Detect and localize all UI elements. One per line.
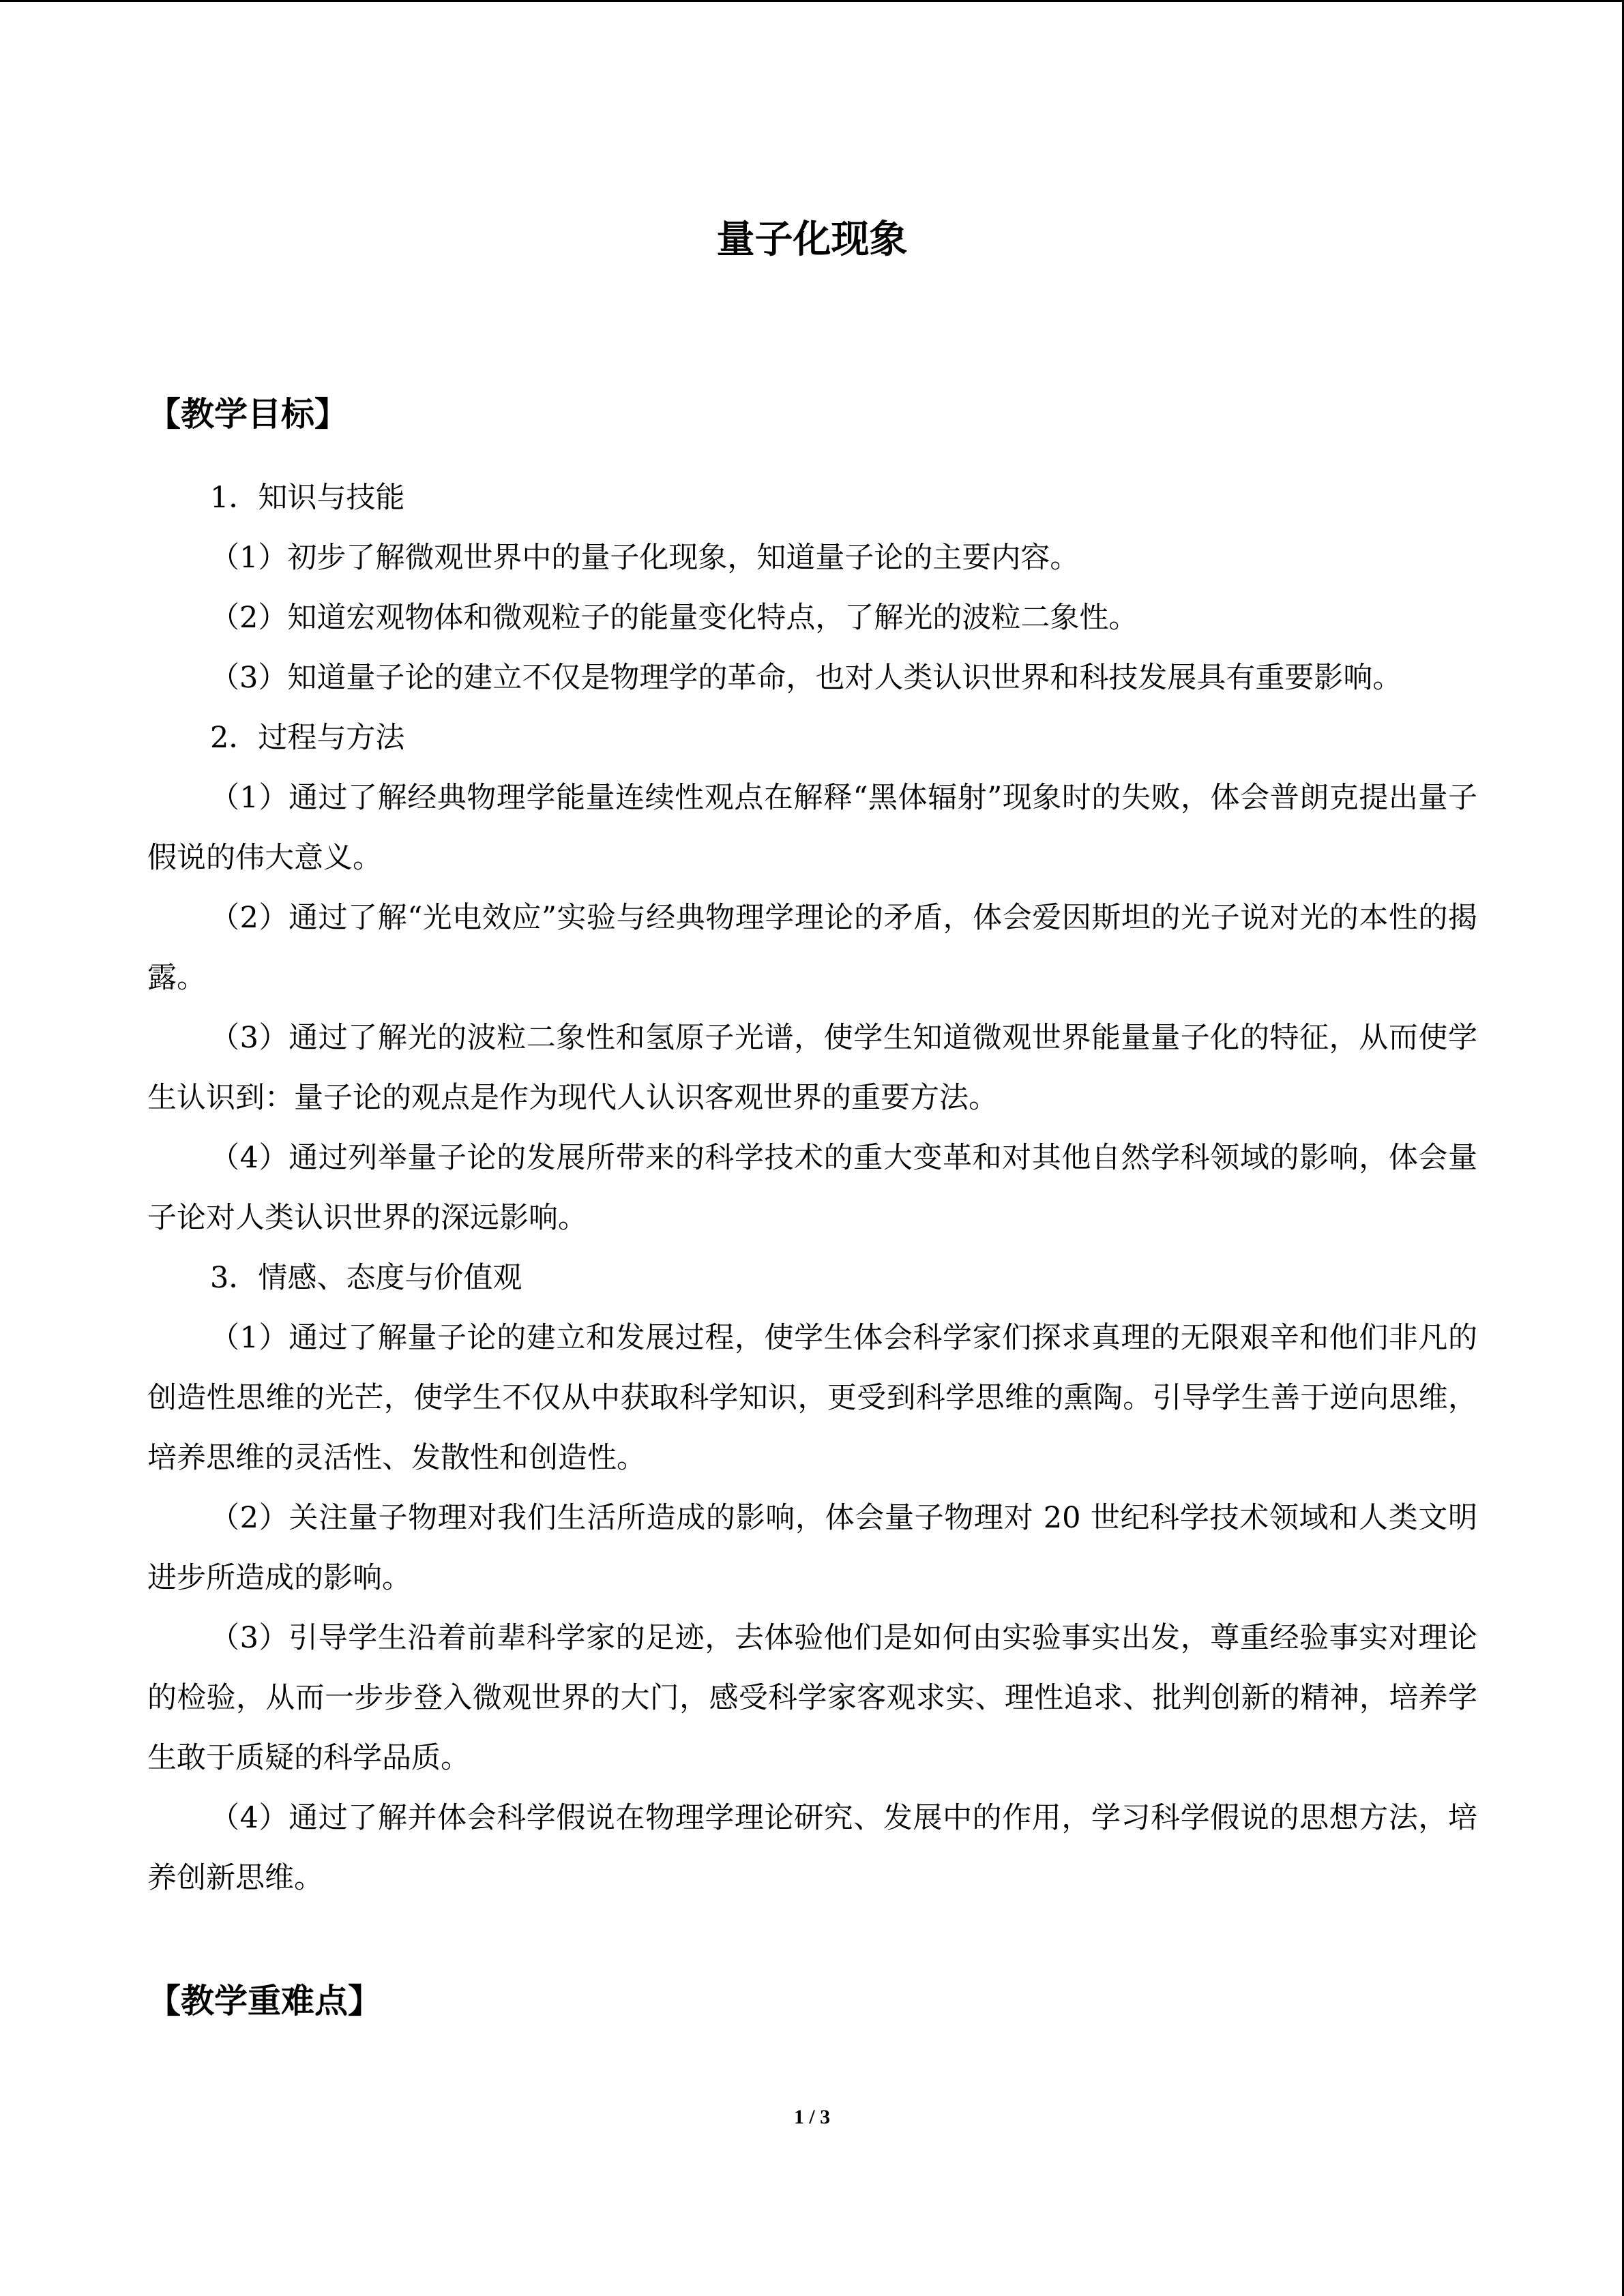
paragraph: （4）通过了解并体会科学假说在物理学理论研究、发展中的作用，学习科学假说的思想方法，培养创新思维。 xyxy=(147,1801,1477,1895)
section-heading-teaching-goals: 【教学目标】 xyxy=(147,395,349,434)
section-heading-key-difficult-points: 【教学重难点】 xyxy=(147,1982,382,2021)
paragraph: （3）知道量子论的建立不仅是物理学的革命，也对人类认识世界和科技发展具有重要影响。 xyxy=(210,661,1402,695)
paragraph: （3）引导学生沿着前辈科学家的足迹，去体验他们是如何由实验事实出发，尊重经验事实对理论的检验，从而一步步登入微观世界的大门，感受科学家客观求实、理性追求、批判创新的精神，培养学生敢于质疑的科学品质。 xyxy=(147,1621,1477,1775)
paragraph: （4）通过列举量子论的发展所带来的科学技术的重大变革和对其他自然学科领域的影响，体会量子论对人类认识世界的深远影响。 xyxy=(147,1141,1477,1235)
paragraph: （1）初步了解微观世界中的量子化现象，知道量子论的主要内容。 xyxy=(210,541,1080,575)
paragraph: （2）知道宏观物体和微观粒子的能量变化特点，了解光的波粒二象性。 xyxy=(210,601,1138,635)
teaching-goals-content xyxy=(147,468,1477,1908)
document-title: 量子化现象 xyxy=(716,218,908,262)
page-border-top xyxy=(0,0,1624,2)
subheading-knowledge-skills: 1．知识与技能 xyxy=(210,481,405,515)
paragraph: （2）关注量子物理对我们生活所造成的影响，体会量子物理对 20 世纪科学技术领域和人类文明进步所造成的影响。 xyxy=(147,1501,1477,1595)
subheading-process-methods: 2．过程与方法 xyxy=(210,721,405,755)
paragraph: （3）通过了解光的波粒二象性和氢原子光谱，使学生知道微观世界能量量子化的特征，从而使学生认识到：量子论的观点是作为现代人认识客观世界的重要方法。 xyxy=(147,1021,1477,1115)
subheading-emotion-attitude-values: 3．情感、态度与价值观 xyxy=(210,1261,522,1295)
paragraph: （2）通过了解“光电效应”实验与经典物理学理论的矛盾，体会爱因斯坦的光子说对光的本性的揭露。 xyxy=(147,901,1477,995)
paragraph: （1）通过了解经典物理学能量连续性观点在解释“黑体辐射”现象时的失败，体会普朗克提出量子假说的伟大意义。 xyxy=(147,781,1477,875)
page-number: 1 / 3 xyxy=(793,2106,831,2128)
paragraph: （1）通过了解量子论的建立和发展过程，使学生体会科学家们探求真理的无限艰辛和他们非凡的创造性思维的光芒，使学生不仅从中获取科学知识，更受到科学思维的熏陶。引导学生善于逆向思维，培养思维的灵活性、发散性和创造性。 xyxy=(147,1321,1477,1475)
